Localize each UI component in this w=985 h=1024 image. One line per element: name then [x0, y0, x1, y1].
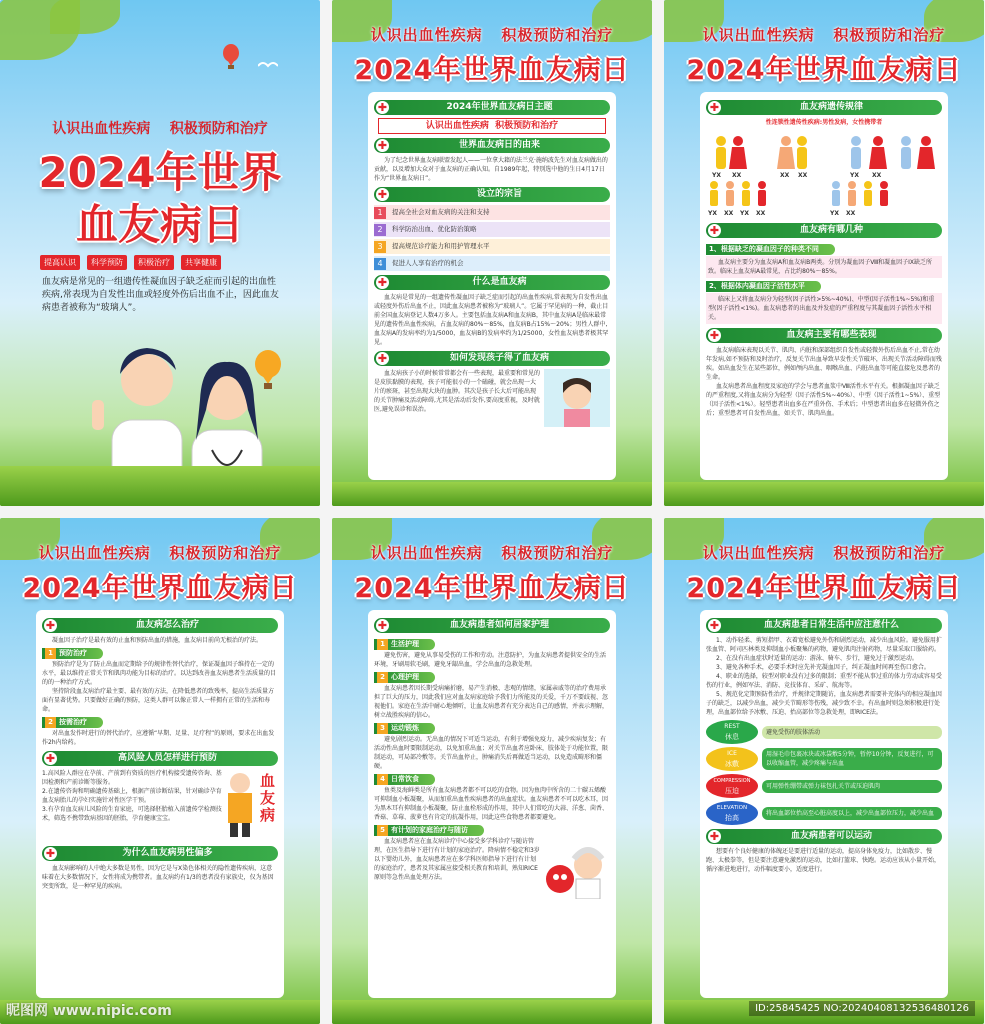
genotype-label: XX: [780, 172, 790, 179]
tag-treatment: 积极治疗: [134, 255, 174, 270]
section-header: ✚ 为什么血友病男性偏多: [42, 846, 278, 861]
note-item: 5、规范化定期预防性治疗，并规律定期随访，血友病患者需要补充体内的相应凝血因子的缺乏，以减少出血，减少关节畸形等伤残，减少致不幸。有出血时则急须积极进行处理，出血部位给予冰敷、压迫、抬高部位等急救处理，即RICE法。: [706, 691, 942, 716]
male-prevalence-text: 血友病影响的人中绝大多数是男性，因为它是与X染色体相关的隐性遗传疾病，这意味着在大多数情况下，女性将成为携带者。血友病约有1/3的患者没有家族史，仅为基因突变所致，是一种罕见的疾病。: [42, 865, 274, 890]
note-item: 1、动作轻柔、剪短指甲、衣着宽松避免外伤和剧烈运动，减少出血风险。避免服用扩张血管、阿司匹林类及抑制血小板聚集的药物，避免肌肉注射药物，尽量采取口服给药。: [706, 637, 942, 653]
content-card: [36, 610, 284, 998]
hot-air-balloon-icon: [254, 350, 282, 390]
cover-title-line-b: 血友病日: [75, 200, 244, 249]
grass-strip: [332, 1000, 652, 1024]
poster-cover: [0, 0, 320, 506]
section-header: ✚ 血友病患者可以运动: [706, 829, 942, 844]
red-cross-icon: ✚: [377, 188, 388, 201]
red-cross-icon: ✚: [377, 619, 388, 632]
content-card: [700, 610, 948, 998]
type-text: 血友病主要分为血友病A和血友病B两类。分别为凝血因子Ⅷ和凝血因子IX缺乏所致。临床上血友病A最常见，占比约80%～85%。: [706, 256, 942, 278]
watermark-id: ID:25845425 NO:20240408132536480126: [749, 1001, 975, 1016]
definition-text: 血友病是常见的一组遗传性凝血因子缺乏症而引起的出血性疾病,常表现为自发性出血或轻度外伤后出血不止，因此血友病患者被称为“玻璃人”。它属于罕见病的一种，截止目前全国血友病登记人数4万多人。主要包括血友病A和血友病B，其中血友病A是临床最常见的遗传性出血性疾病，占血友病的80%～85%，血友病B占15%～20%；男性人群中,血友病A的发病率约为1/5000，血友病B的发病率约为1/25000，女性血友病患者极其罕见。: [374, 294, 609, 346]
subsection-label: 2、根据体内凝血因子活性水平: [706, 281, 821, 292]
care-text: 鱼类及海鲜类是所有血友病患者都不可以吃的食物。因为鱼肉中所含的二十碳五烯酸可抑制血小板凝聚，从而加重出血性疾病患者的出血症状。血友病患者不可以吃木耳，因为黑木耳有抑制血小板凝聚，防止血栓形成的作用，其中人们常吃的大蒜、洋葱、茴香、香菇、草莓、菠萝也有肯定的抗凝作用，因此这些食物患者都要避免。: [374, 787, 609, 821]
header-subtitle: 认识出血性疾病 积极预防和治疗: [370, 544, 614, 562]
section-header: ✚ 血友病遗传规律: [706, 100, 942, 115]
subsection-label: 1 生活护理: [374, 639, 435, 650]
genotype-label: XX: [846, 210, 856, 217]
note-item: 4、职业的选择，较型对职业没有过多的限制；重型不能从事过重的体力劳动或容易受伤的行业，例如军法、消防、竞技体育、采矿、航海等。: [706, 673, 942, 689]
tag-prevention: 科学预防: [87, 255, 127, 270]
genotype-label: XX: [732, 172, 742, 179]
severity-detail-text: 血友病患者出血程度及家庭的学会与患者血浆中Ⅷ活性水平有关。根据凝血因子缺乏的严重程度,又将血友病分为轻型（因子活性5%~40%）、中型（因子活性1~5%）、重型（因子活性<1%）。轻型患者出血多在严重外伤、手术后；中型患者出血多在轻微外伤之后；重型患者可自发性出血，如关节、肌肉出血。: [706, 383, 941, 417]
grass-strip: [664, 482, 984, 506]
care-text: 避免剧烈运动。无出血的情况下可适当运动，有利于增强免疫力，减少疾病复发；有活动性出血时要限制运动，以免加重出血；对关节出血者应卧床，肢体处于功能位置，限制运动，可局部冷敷等。关节出血停止，肿痛消失后再做适当运动，以免造成畸形和僵硬。: [374, 736, 609, 770]
goal-item: 3 提高规范诊疗能力和用护管理水平: [374, 239, 610, 254]
cover-intro: 血友病是常见的一组遗传性凝血因子缺乏症而引起的出血性疾病,常表现为自发性出血或轻度外伤后出血不止，因此血友病患者被称为“玻璃人”。: [42, 277, 279, 313]
header-subtitle: 认识出血性疾病 积极预防和治疗: [370, 26, 614, 44]
tag-awareness: 提高认识: [40, 255, 80, 270]
section-header: ✚ 血友病有哪几种: [706, 223, 942, 238]
care-text: 血友病患者因长期受病痛折磨，易产生消极、悲观的情绪，家属亲戚等的治疗费用承担了巨大的压力，因此我们应对血友病家庭给予我们力所能及的关爱，千万不要歧视、忽视他们。家庭在生活中耐心地倾听，让血友病患者有充分表达自己的感情，并表示理解，树立战胜疾病的信心。: [374, 685, 609, 719]
section-header: ✚ 设立的宗旨: [374, 187, 610, 202]
header-subtitle: 认识出血性疾病 积极预防和治疗: [702, 544, 946, 562]
content-card: [700, 92, 948, 480]
red-cross-icon: ✚: [377, 352, 388, 365]
section-header: ✚ 什么是血友病: [374, 275, 610, 290]
rice-ice: ICE 冰敷 用湿毛巾包裹冰块或冰袋敷5分钟，暂停10分钟，反复进行，可以收缩血管，减少疼痛与出血: [706, 747, 942, 771]
doctor-and-virus-illustration: [540, 837, 610, 899]
hemophilia-label: 血友病: [260, 772, 276, 824]
rice-elevation: ELEVATION 抬高 将出血部位抬高至心脏高度以上，减少出血部位压力，减少出血: [706, 801, 942, 825]
inheritance-diagram: [706, 127, 942, 219]
care-text: 避免伤害，避免从事易受伤的工作和劳动。注意防护，为血友病患者提供安全的生活环境，牙刷用软毛刷，避免牙龈出血，学会出血的急救处理。: [374, 652, 607, 668]
risk-item: 3.有孕育血友病儿风险的生育家庭，可选择胚胎植入前遗传学检测技术，筛选不携带致病基因的胚胎，孕育健康宝宝。: [42, 806, 222, 822]
treatment-intro: 凝血因子治疗是最有效的止血和预防出血的措施，血友病目前尚无根治的疗法。: [52, 637, 263, 644]
red-cross-icon: ✚: [709, 329, 720, 342]
prevention-benefit-text: 坚持阶段血友病治疗最主要、最有效的方法，在降低患者的致残率，提高生活质量方面有显著优势。只要做好正确的预防，这类人群可以像正常人一样拥有正常的生活和寿命。: [42, 688, 275, 713]
poster-genetics: [664, 0, 984, 506]
patient-illustration: [222, 769, 278, 842]
genotype-label: YX: [850, 172, 859, 179]
subsection-label: 2 按需治疗: [42, 717, 103, 728]
red-cross-icon: ✚: [709, 224, 720, 237]
genotype-label: XX: [798, 172, 808, 179]
section-header: ✚ 如何发现孩子得了血友病: [374, 351, 610, 366]
poster-theme: [332, 0, 652, 506]
theme-box: 认识出血性疾病 积极预防和治疗: [378, 118, 606, 134]
family-figures-illustration: [706, 127, 948, 219]
subsection-label: 2 心理护理: [374, 672, 435, 683]
section-header: ✚ 血友病患者如何居家护理: [374, 618, 610, 633]
genotype-label: YX: [712, 172, 721, 179]
tag-health: 共享健康: [181, 255, 221, 270]
crying-child-illustration: [544, 369, 610, 427]
section-header: ✚ 高风险人员怎样进行预防: [42, 751, 278, 766]
severity-text: 临床上又将血友病分为轻型(因子活性>5%~40%)、中型(因子活性1%~5%)和重型(因子活性<1%)。血友病患者的出血及并发症的严重程度与其凝血因子活性水平相关。: [706, 293, 942, 324]
section-header: ✚ 血友病主要有哪些表现: [706, 328, 942, 343]
goal-item: 4 促进人人享有治疗的机会: [374, 256, 610, 271]
subsection-label: 5 有计划的家庭治疗与随访: [374, 825, 484, 836]
risk-item: 1.高风险人群应在孕前、产前到有资质的医疗机构接受遗传咨询、基因检测和产前诊断等服务。: [42, 770, 222, 786]
on-demand-text: 对出血发作时进行的替代治疗，应遵循“早期、足量、足疗程”的原则，要求在出血发作2h内给药。: [42, 730, 275, 746]
red-cross-icon: ✚: [377, 101, 388, 114]
prevention-text: 预防治疗是为了防止出血而定期给予的规律性替代治疗，保证凝血因子维持在一定的水平，最以维持正常关节和肌肉功能为目标的治疗。以达到改善血友病患者生活质量的目的的一种治疗方式。: [42, 661, 277, 686]
note-item: 2、在没有出血症状时适量的运动：游泳、骑车、步行，避免过于激烈运动。: [716, 655, 918, 662]
red-cross-icon: ✚: [377, 276, 388, 289]
cover-subtitle: 认识出血性疾病 积极预防和治疗: [52, 121, 268, 137]
header-title: 2024年世界血友病日: [354, 573, 630, 604]
grass-strip: [332, 482, 652, 506]
header-title: 2024年世界血友病日: [22, 573, 298, 604]
watermark-logo: 昵图网 www.nipic.com: [6, 1003, 172, 1019]
goal-item: 2 科学防治出血、优化防治策略: [374, 222, 610, 237]
red-cross-icon: ✚: [377, 139, 388, 152]
red-cross-icon: ✚: [709, 619, 720, 632]
section-header: ✚ 血友病患者日常生活中应注意什么: [706, 618, 942, 633]
red-cross-icon: ✚: [45, 752, 56, 765]
section-header: ✚ 世界血友病日的由来: [374, 138, 610, 153]
hot-air-balloon-icon: [222, 44, 240, 70]
exercise-text: 想要有个良好健康的体魄还是要进行适量的运动，提高身体免疫力，比如散步、慢跑、太极拳等，但是要注意避免激烈的运动，比如打篮球、快跑。运动应该从小量开始，循序渐进地进行，动作幅度要小，适度进行。: [706, 848, 941, 873]
note-item: 3、避免各种手术，必要手术时应先补充凝血因子，纠正凝血时间再至伤口愈合。: [716, 664, 930, 671]
red-cross-icon: ✚: [709, 101, 720, 114]
inheritance-caption: 性连锁性遗传性疾病:男性发病，女性携带者: [765, 119, 883, 126]
leaf-decoration: [50, 0, 120, 34]
poster-daily-life: [664, 518, 984, 1024]
cover-title-line-a: 2024年世界: [38, 148, 282, 197]
header-subtitle: 认识出血性疾病 积极预防和治疗: [702, 26, 946, 44]
content-card: [368, 610, 616, 998]
red-cross-icon: ✚: [45, 847, 56, 860]
rice-compression: COMPRESSION 压迫 可用弹性绷带或弹力袜包扎关节或压迫肌肉: [706, 774, 942, 798]
genotype-label: YX: [708, 210, 717, 217]
header-title: 2024年世界血友病日: [354, 55, 630, 86]
genotype-label: XX: [724, 210, 734, 217]
genotype-label: XX: [872, 172, 882, 179]
red-cross-icon: ✚: [709, 830, 720, 843]
care-text: 血友病患者应在血友病诊疗中心接受多学科诊疗与随访管理，在医生指导下进行有计划的家庭治疗。降病情不稳定和3岁以下婴幼儿外，血友病患者应在多学科医师指导下进行有计划的家庭治疗，患者及其家属应接受相关教育和培训，熟知RICE原则等急性出血处理方法。: [374, 838, 540, 881]
subsection-label: 3 运动锻炼: [374, 723, 435, 734]
header-title: 2024年世界血友病日: [686, 55, 962, 86]
red-cross-icon: ✚: [45, 619, 56, 632]
genotype-label: XX: [756, 210, 766, 217]
content-card: [368, 92, 616, 480]
header-subtitle: 认识出血性疾病 积极预防和治疗: [38, 544, 282, 562]
section-header: ✚ 血友病怎么治疗: [42, 618, 278, 633]
genotype-label: YX: [830, 210, 839, 217]
child-signs-text: 血友病孩子小的时候常常都会有一些表现，最重要和常见的是皮肤黏膜的表现，孩子可能很小的一个磕碰，就会出现一大片的瘀斑，甚至出现大块的血肿。其次是孩子长大后可能出现的关节肿痛及活动障碍,尤其是活动后发作,要高度重视，及时就医,避免误诊和误治。: [374, 370, 541, 413]
genotype-label: YX: [740, 210, 749, 217]
origin-text: 为了纪念世界血友病联盟发起人——一位拿大籍的法兰克·施纳波先生对血友病做出的贡献，以及增加大众对于血友病的正确认知。自1989年起，特别选中他的生日4月17日作为“世界血友病日”。: [374, 157, 608, 182]
section-header: ✚ 2024年世界血友病日主题: [374, 100, 610, 115]
poster-home-care: [332, 518, 652, 1024]
bird-icon: [258, 60, 278, 72]
goal-item: 1 提高全社会对血友病的关注和支持: [374, 205, 610, 220]
header-title: 2024年世界血友病日: [686, 573, 962, 604]
rice-rest: REST 休息 避免受伤的肢体活动: [706, 720, 942, 744]
cover-tags: [40, 255, 221, 270]
subsection-label: 1 预防治疗: [42, 648, 103, 659]
risk-item: 2.在遗传咨询和明确遗传基础上，根据产前诊断结果，针对确诊孕育血友病胎儿的孕妇实施针对性医学干预。: [42, 788, 222, 804]
subsection-label: 1、根据缺乏的凝血因子的种类不同: [706, 244, 835, 255]
poster-treatment: [0, 518, 320, 1024]
grass-strip: [0, 466, 320, 506]
subsection-label: 4 日常饮食: [374, 774, 435, 785]
rice-list: [706, 720, 942, 825]
symptoms-text: 血友病临床表现以关节、肌肉、内脏和深部组织自发性或轻微外伤后出血不止,常在幼年发病,如不预防和及时治疗，反复关节出血导致早发性关节破坏，出现关节活动障碍而残疾。如出血发生在某些部位，例如颅内出血、咽喉出血、内脏出血等可能直接危及患者的生命。: [706, 347, 942, 381]
